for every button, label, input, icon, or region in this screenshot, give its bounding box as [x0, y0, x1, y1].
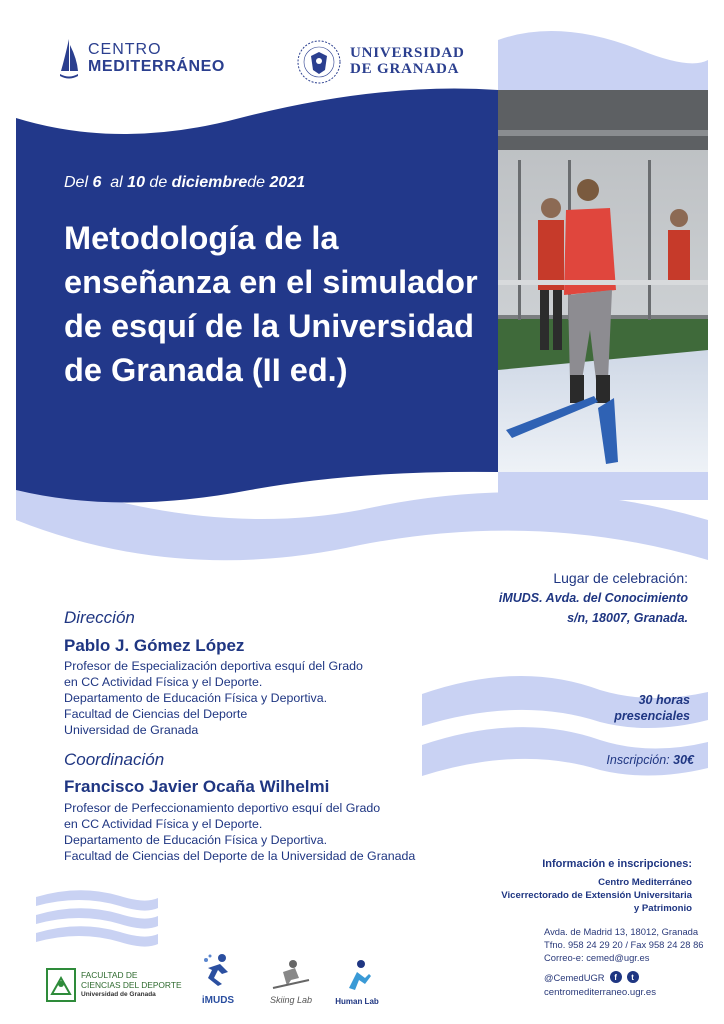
ski-simulator-image [498, 90, 708, 472]
ski-simulator-photo [498, 90, 708, 472]
info-heading: Información e inscripciones: [542, 858, 692, 870]
contact-block [544, 925, 704, 964]
director-line: Departamento de Educación Física y Deportiva. [64, 691, 328, 705]
contact-phone: Tfno. 958 24 29 20 / Fax 958 24 28 86 [544, 939, 704, 950]
director-name: Pablo J. Gómez López [64, 636, 245, 655]
direccion-heading: Dirección [64, 608, 135, 627]
imuds-logo [196, 950, 240, 1006]
venue-line2: s/n, 18007, Granada. [567, 611, 688, 625]
inscription-price [606, 753, 694, 767]
inscription-label: Inscripción: [606, 753, 670, 767]
dates-prefix: Del [64, 174, 89, 191]
centro-logo-line1: CENTRO [88, 41, 162, 59]
social-handle[interactable]: @CemedUGR [544, 971, 605, 983]
hours-line1: 30 horas [638, 693, 690, 707]
director-line: en CC Actividad Física y el Deporte. [64, 675, 263, 689]
coordinator-line: Departamento de Educación Física y Deportiva. [64, 833, 328, 847]
centro-mediterraneo-logo [58, 36, 248, 82]
course-title: Metodología de la enseñanza en el simulador de esquí de la Universidad de Granada (II ed.) [64, 220, 478, 388]
imuds-label: iMUDS [201, 995, 235, 1006]
director-line: Profesor de Especialización deportiva esquí del Grado [64, 659, 363, 673]
ugr-logo-line1: UNIVERSIDAD [350, 45, 465, 62]
contact-address: Avda. de Madrid 13, 18012, Granada [544, 926, 699, 937]
facultad-ciencias-deporte-logo [46, 966, 186, 1004]
universidad-granada-logo [296, 38, 476, 86]
hours-line2: presenciales [614, 709, 690, 723]
dates-month: diciembre [171, 174, 248, 191]
dates-of: de [149, 174, 168, 191]
sailboat-icon [58, 37, 80, 81]
dates-year: 2021 [269, 174, 306, 191]
contact-email[interactable]: Correo-e: cemed@ugr.es [544, 952, 650, 963]
dates-of2: de [247, 174, 266, 191]
fcd-emblem-icon [46, 968, 76, 1002]
venue-line1: iMUDS. Avda. del Conocimiento [498, 591, 688, 605]
director-line: Universidad de Granada [64, 723, 199, 737]
coordinator-name: Francisco Javier Ocaña Wilhelmi [64, 777, 330, 796]
skiing-lab-logo [262, 958, 320, 1005]
fcd-line2: CIENCIAS DEL DEPORTE [81, 980, 182, 990]
fcd-line1: FACULTAD DE [81, 970, 138, 980]
coordinator-description [64, 800, 415, 864]
coordinacion-heading: Coordinación [64, 750, 165, 769]
human-figure-icon [337, 958, 377, 992]
centro-logo-line2: MEDITERRÁNEO [88, 58, 225, 75]
venue-label: Lugar de celebración: [553, 570, 688, 586]
org-line: y Patrimonio [633, 903, 692, 914]
director-description [64, 658, 363, 738]
mid-right-wave-2 [422, 727, 708, 776]
twitter-icon[interactable]: t [627, 971, 639, 983]
fcd-line3: Universidad de Granada [81, 991, 156, 998]
human-lab-logo [334, 958, 380, 1006]
dates-start: 6 [92, 174, 102, 191]
course-dates [64, 174, 305, 192]
coordinator-line: Profesor de Perfeccionamiento deportivo esquí del Grado [64, 801, 381, 815]
social-block [544, 971, 639, 983]
coordinator-line: en CC Actividad Física y el Deporte. [64, 817, 263, 831]
course-hours [614, 692, 690, 724]
ugr-logo-line2: DE GRANADA [350, 61, 460, 77]
skiing-lab-label: Skiing Lab [269, 995, 313, 1005]
venue-block [499, 568, 688, 628]
skier-icon [269, 958, 313, 990]
bottom-left-wave-2 [36, 908, 158, 928]
dates-end: 10 [127, 174, 145, 191]
org-line: Vicerrectorado de Extensión Universitaria [501, 890, 692, 901]
imuds-runner-icon [198, 950, 238, 990]
facebook-icon[interactable]: f [610, 971, 622, 983]
inscription-amount: 30€ [673, 753, 694, 767]
bottom-left-wave-3 [36, 926, 158, 946]
org-line: Centro Mediterráneo [598, 877, 692, 888]
info-organization [501, 876, 692, 915]
coordinator-line: Facultad de Ciencias del Deporte de la Universidad de Granada [64, 849, 416, 863]
human-lab-label: Human Lab [335, 997, 379, 1006]
dates-mid: al [110, 174, 123, 191]
director-line: Facultad de Ciencias del Deporte [64, 707, 248, 721]
bottom-left-wave-1 [36, 890, 158, 910]
ugr-seal-icon [296, 39, 342, 85]
website-link[interactable]: centromediterraneo.ugr.es [544, 987, 656, 998]
